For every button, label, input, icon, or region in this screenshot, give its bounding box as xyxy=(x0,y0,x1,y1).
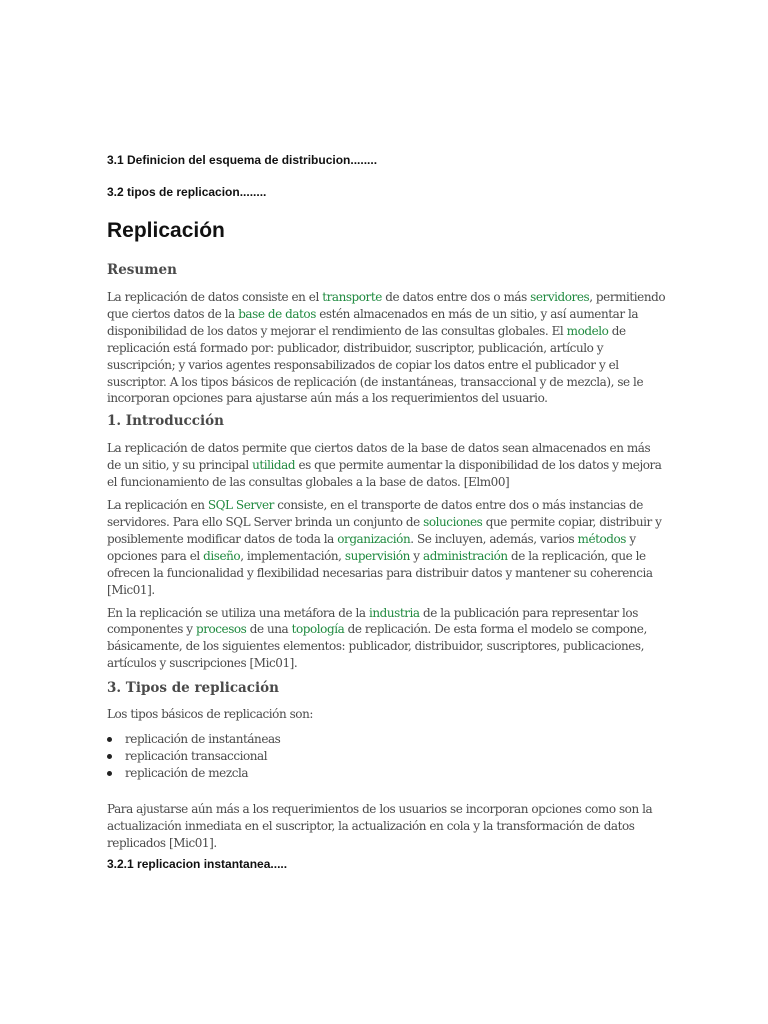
link-sql-server[interactable]: SQL Server xyxy=(207,498,274,513)
link-industria[interactable]: industria xyxy=(369,605,420,620)
link-topologia[interactable]: topología xyxy=(291,622,345,637)
section-heading-tipos: 3. Tipos de replicación xyxy=(107,680,279,697)
link-supervision[interactable]: supervisión xyxy=(344,548,410,563)
intro-paragraph-1: La replicación de datos permite que ciertos datos de la base de datos sean almacenados en más de un sitio, y su principal utilidad es que permite aumentar la disponibilidad de los datos y mejora el funcionamiento de las consultas globales a la base de datos. [Elm00] xyxy=(107,441,662,490)
tipos-list xyxy=(107,731,667,782)
subsection-3-2-1: 3.2.1 replicacion instantanea..... xyxy=(107,857,288,872)
link-servidores[interactable]: servidores xyxy=(530,290,590,304)
bullet-icon xyxy=(107,771,112,776)
list-item: replicación transaccional xyxy=(107,748,667,765)
link-soluciones[interactable]: soluciones xyxy=(423,514,483,529)
link-modelo[interactable]: modelo xyxy=(566,323,609,338)
section-heading-resumen: Resumen xyxy=(107,262,177,278)
link-diseno[interactable]: diseño xyxy=(203,548,241,563)
bullet-icon xyxy=(107,754,112,759)
tipos-paragraph: Para ajustarse aún más a los requerimientos de los usuarios se incorporan opciones como son la actualización inmediata en el suscriptor, la actualización en cola y la transformación de datos replicados [Mic01]. xyxy=(107,801,653,850)
link-base-de-datos[interactable]: base de datos xyxy=(238,306,316,321)
link-transporte[interactable]: transporte xyxy=(322,290,382,304)
toc-item-3-2: 3.2 tipos de replicacion........ xyxy=(107,185,267,199)
toc-item-3-1: 3.1 Definicion del esquema de distribucion........ xyxy=(107,153,378,167)
section-heading-introduccion: 1. Introducción xyxy=(107,413,224,430)
page-title: Replicación xyxy=(107,219,225,242)
bullet-icon xyxy=(107,737,112,742)
link-metodos[interactable]: métodos xyxy=(577,531,626,546)
intro-paragraph-3: En la replicación se utiliza una metáfora de la industria de la publicación para representar los componentes y procesos de una topología de replicación. De esta forma el modelo se compone, básicamente, de los siguientes elementos: publicador, distribuidor, suscriptores, publicaciones, artículos y suscripciones [Mic01]. xyxy=(107,605,647,671)
intro-paragraph-2: La replicación en SQL Server consiste, en el transporte de datos entre dos o más instancias de servidores. Para ello SQL Server brinda un conjunto de soluciones que permite copiar, distribuir y posiblemente modificar datos de toda la organización. Se incluyen, además, varios métodos y opciones para el diseño, implementación, supervisión y administración de la replicación, que le ofrecen la funcionalidad y flexibilidad necesarias para distribuir datos y mantener su coherencia [Mic01]. xyxy=(107,498,662,597)
link-procesos[interactable]: procesos xyxy=(195,622,247,637)
tipos-intro: Los tipos básicos de replicación son: xyxy=(107,707,313,722)
list-item: replicación de mezcla xyxy=(107,765,667,782)
link-utilidad[interactable]: utilidad xyxy=(252,458,296,473)
document-page xyxy=(107,152,667,872)
resumen-paragraph: La replicación de datos consiste en el transporte de datos entre dos o más servidores, permitiendo que ciertos datos de la base de datos estén almacenados en más de un sitio, y así aumentar la disponibilidad de los datos y mejorar el rendimiento de las consultas globales. El modelo de replicación está formado por: publicador, distribuidor, suscriptor, publicación, artículo y suscripción; y varios agentes responsabilizados de copiar los datos entre el publicador y el suscriptor. A los tipos básicos de replicación (de instantáneas, transaccional y de mezcla), se le incorporan opciones para ajustarse aún más a los requerimientos del usuario. xyxy=(107,290,666,406)
link-administracion[interactable]: administración xyxy=(422,548,508,563)
link-organizacion[interactable]: organización xyxy=(337,531,411,546)
list-item: replicación de instantáneas xyxy=(107,731,667,748)
